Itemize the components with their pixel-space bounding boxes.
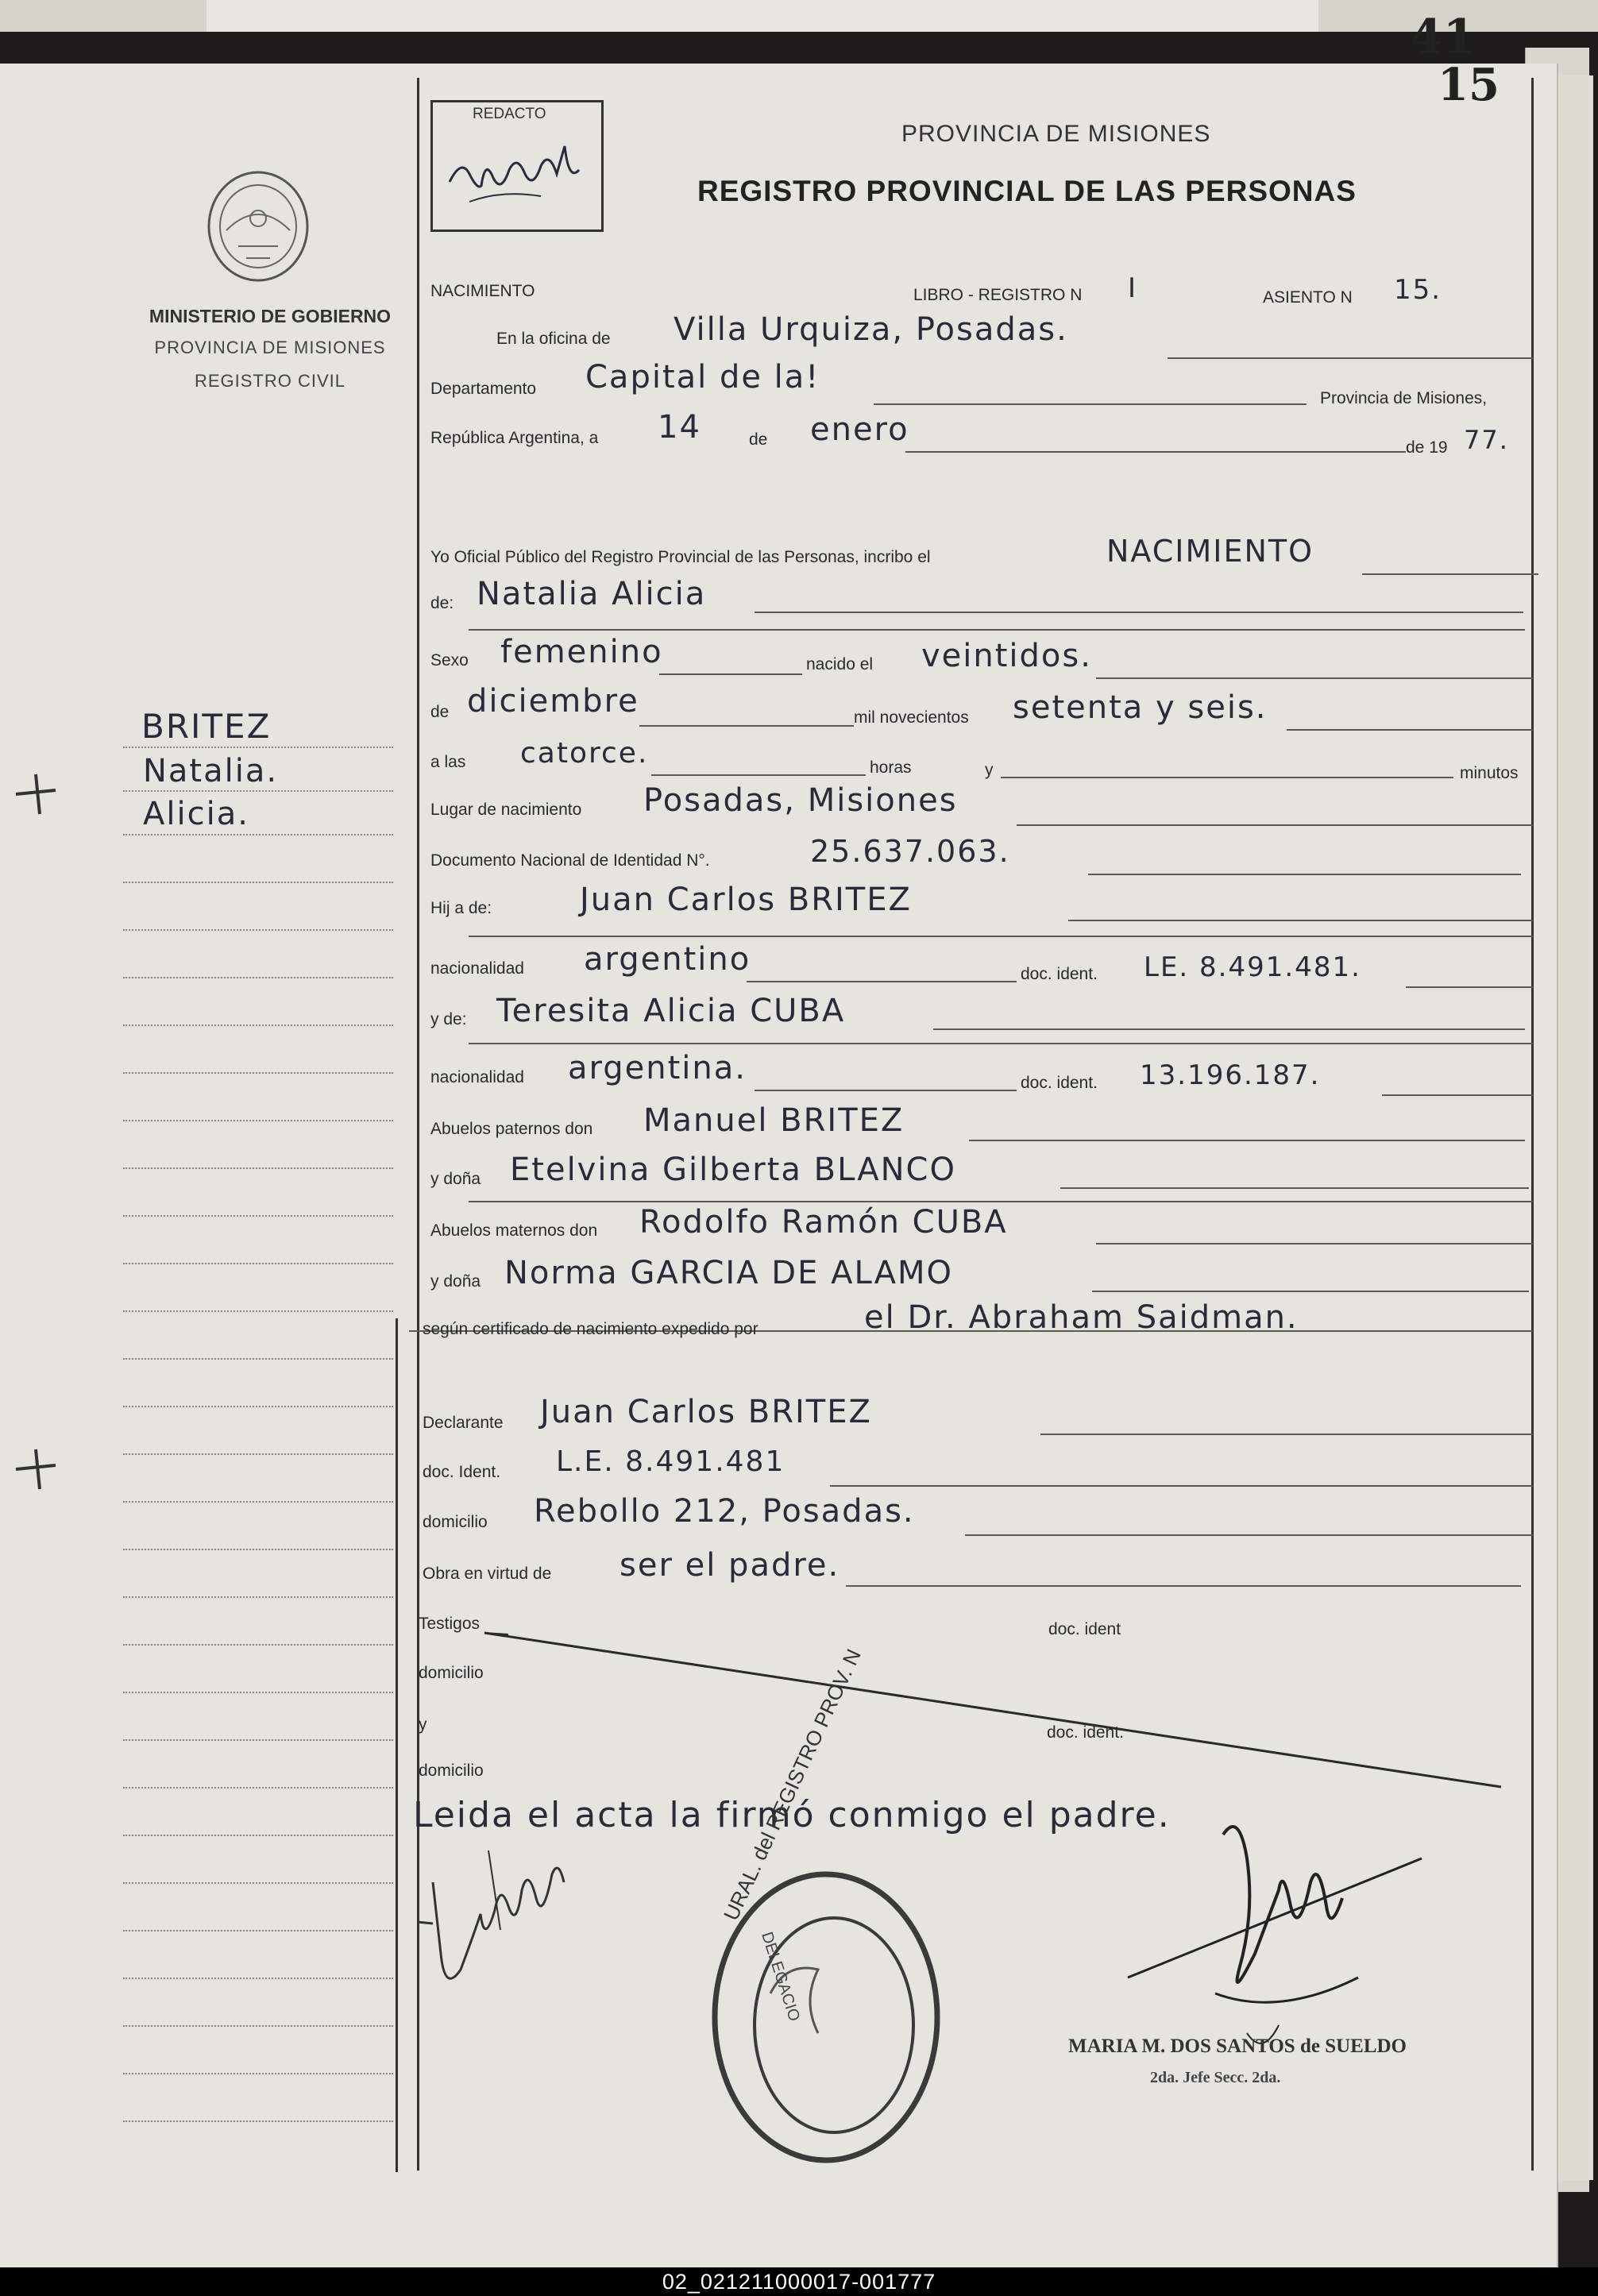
- departamento-line: [874, 403, 1307, 405]
- madre-line: [933, 1028, 1525, 1030]
- abuelo-m-line: [1096, 1243, 1533, 1244]
- name-value: Natalia Alicia: [477, 576, 707, 612]
- obra-line: [846, 1585, 1521, 1587]
- registry-title: REGISTRO PROVINCIAL DE LAS PERSONAS: [697, 175, 1357, 207]
- testigos-domicilio-label-2: domicilio: [419, 1762, 484, 1780]
- anio-line: [1287, 729, 1533, 731]
- padre-value: Juan Carlos BRITEZ: [580, 882, 912, 918]
- testigos-y-label: y: [419, 1715, 427, 1734]
- doc-ident-label-1: doc. ident.: [1021, 965, 1098, 983]
- libro-value: I: [1128, 272, 1138, 304]
- month-value: enero: [810, 411, 909, 448]
- margin-note-middle-name: Alicia.: [143, 796, 249, 832]
- obra-value: ser el padre.: [620, 1547, 840, 1584]
- certificado-value: el Dr. Abraham Saidman.: [864, 1299, 1299, 1336]
- oficina-line: [1168, 357, 1533, 359]
- official-signature: [1120, 1795, 1469, 2073]
- stamp-inner-text: DELEGACIO: [758, 1930, 804, 2024]
- year-value: 77.: [1464, 425, 1509, 455]
- province-title: PROVINCIA DE MISIONES: [901, 121, 1211, 147]
- testigos-cancel-stroke: [413, 1604, 1598, 1795]
- father-signature: [401, 1835, 608, 2017]
- margin-note-surname: BRITEZ: [141, 707, 272, 746]
- minutos-line: [1001, 777, 1453, 778]
- ministry-registry: REGISTRO CIVIL: [194, 371, 346, 391]
- departamento-value: Capital de la!: [585, 359, 820, 396]
- lower-left-frame-rule: [396, 1318, 398, 2172]
- page-number-top: 41: [1410, 10, 1476, 65]
- stamp-ring-text: URAL. del REGISTRO PROV. N: [719, 1645, 866, 1924]
- abuelo-paterno-value: Manuel BRITEZ: [643, 1102, 905, 1139]
- nacimiento-label: NACIMIENTO: [430, 282, 535, 300]
- hija-label: Hij a de:: [430, 899, 492, 917]
- date-line: [905, 451, 1406, 453]
- y-de-label: y de:: [430, 1010, 467, 1028]
- ministry-name: MINISTERIO DE GOBIERNO: [149, 306, 392, 326]
- binding-hole-upper: [8, 770, 71, 818]
- abuelos-maternos-label: Abuelos maternos don: [430, 1221, 598, 1240]
- horas-label: horas: [870, 758, 912, 777]
- horas-line: [651, 774, 866, 776]
- declarante-domicilio-line: [965, 1534, 1533, 1536]
- y-dona-label-2: y doña: [430, 1272, 481, 1291]
- doc-ident-label-2: doc. ident.: [1021, 1074, 1098, 1092]
- departamento-label: Departamento: [430, 380, 537, 398]
- nacido-label: nacido el: [806, 655, 874, 673]
- oficial-text: Yo Oficial Público del Registro Provincial de las Personas, incribo el: [430, 548, 931, 566]
- minutos-label: minutos: [1460, 764, 1519, 782]
- provincia-suffix: Provincia de Misiones,: [1320, 389, 1488, 407]
- republica-label: República Argentina, a: [430, 429, 599, 447]
- signatory-name: MARIA M. DOS SANTOS de SUELDO: [1068, 2036, 1407, 2057]
- nac-padre-line: [747, 981, 1017, 982]
- a-las-label: a las: [430, 753, 466, 771]
- asiento-label: ASIENTO N: [1263, 288, 1353, 307]
- coat-of-arms-seal: [203, 167, 314, 286]
- footer-filename: 02_021211000017-001777: [662, 2270, 936, 2294]
- nacido-value: veintidos.: [921, 638, 1092, 674]
- declarante-domicilio-label: domicilio: [423, 1513, 488, 1531]
- year-prefix: de 19: [1406, 438, 1448, 457]
- testigos-doc-label: doc. ident: [1048, 1620, 1121, 1638]
- abuela-materna-value: Norma GARCIA DE ALAMO: [504, 1255, 954, 1291]
- signatory-title: 2da. Jefe Secc. 2da.: [1150, 2069, 1281, 2086]
- oficina-label: En la oficina de: [496, 330, 611, 348]
- lugar-line: [1017, 824, 1533, 826]
- dni-label: Documento Nacional de Identidad N°.: [430, 851, 710, 870]
- oficina-value: Villa Urquiza, Posadas.: [674, 311, 1068, 348]
- mes-label: de: [430, 703, 450, 721]
- oficial-line: [1362, 573, 1538, 575]
- obra-label: Obra en virtud de: [423, 1565, 552, 1583]
- page-number-bottom: 15: [1438, 59, 1500, 111]
- abuelo-materno-value: Rodolfo Ramón CUBA: [639, 1204, 1008, 1241]
- binding-hole-lower: [8, 1445, 71, 1493]
- declarante-value: Juan Carlos BRITEZ: [540, 1394, 872, 1430]
- testigos-doc-label-2: doc. ident.: [1047, 1723, 1124, 1742]
- abuelo-p-line: [969, 1140, 1525, 1141]
- testigos-label: Testigos: [419, 1615, 481, 1633]
- declarante-line: [1040, 1434, 1533, 1435]
- redacto-box: [430, 100, 604, 232]
- declarante-domicilio-value: Rebollo 212, Posadas.: [534, 1493, 915, 1530]
- abuela-paterna-value: Etelvina Gilberta BLANCO: [510, 1152, 956, 1188]
- declarante-label: Declarante: [423, 1414, 504, 1432]
- y-dona-label-1: y doña: [430, 1170, 481, 1188]
- name-label: de:: [430, 594, 454, 612]
- margin-note-first-name: Natalia.: [143, 753, 279, 789]
- declarante-doc-line: [830, 1485, 1533, 1487]
- sexo-line: [659, 673, 802, 675]
- horas-value: catorce.: [520, 737, 649, 770]
- dni-line: [1088, 874, 1521, 875]
- nacido-line: [1096, 677, 1533, 679]
- testigos-domicilio-label: domicilio: [419, 1664, 484, 1682]
- certificado-label: según certificado de nacimiento expedido por: [423, 1320, 758, 1338]
- nacionalidad-padre-value: argentino: [584, 941, 751, 978]
- abuela-p-line: [1060, 1187, 1529, 1189]
- dni-value: 25.637.063.: [810, 834, 1010, 869]
- oficial-value: NACIMIENTO: [1106, 534, 1314, 569]
- lugar-value: Posadas, Misiones: [643, 782, 958, 819]
- mes-value: diciembre: [467, 683, 639, 720]
- redacto-label: REDACTO: [473, 106, 546, 122]
- padre-line: [1068, 920, 1533, 921]
- anio-value: setenta y seis.: [1013, 689, 1268, 726]
- nacionalidad-label-1: nacionalidad: [430, 959, 524, 978]
- y-label: y: [985, 761, 994, 779]
- sexo-value: femenino: [500, 634, 663, 670]
- name-line-2: [469, 629, 1525, 631]
- asiento-value: 15.: [1394, 274, 1442, 306]
- right-frame-rule: [1531, 78, 1534, 2171]
- sexo-label: Sexo: [430, 651, 469, 670]
- de-label: de: [749, 430, 768, 449]
- lugar-label: Lugar de nacimiento: [430, 801, 582, 819]
- padre-line-2: [469, 936, 1533, 937]
- mil-label: mil novecientos: [854, 708, 969, 727]
- redacto-initials-signature: [438, 126, 596, 222]
- doc-madre-line: [1382, 1094, 1533, 1096]
- abuela-m-line: [1092, 1291, 1529, 1292]
- nacionalidad-madre-value: argentina.: [568, 1050, 747, 1086]
- register-page: [0, 10, 1558, 2267]
- nacionalidad-label-2: nacionalidad: [430, 1068, 524, 1086]
- closing-statement: Leida el acta la firmó conmigo el padre.: [413, 1795, 1171, 1835]
- madre-value: Teresita Alicia CUBA: [496, 993, 846, 1029]
- nac-madre-line: [755, 1090, 1017, 1091]
- abuelos-paternos-label: Abuelos paternos don: [430, 1120, 593, 1138]
- doc-padre-value: LE. 8.491.481.: [1144, 951, 1361, 983]
- doc-padre-line: [1406, 986, 1533, 988]
- libro-label: LIBRO - REGISTRO N: [913, 286, 1083, 304]
- madre-line-2: [469, 1043, 1533, 1044]
- doc-madre-value: 13.196.187.: [1140, 1059, 1321, 1091]
- abuela-p-line-2: [469, 1201, 1533, 1202]
- declarante-doc-label: doc. Ident.: [423, 1463, 501, 1481]
- name-line: [755, 612, 1523, 613]
- ministry-province: PROVINCIA DE MISIONES: [154, 338, 386, 357]
- declarante-doc-value: L.E. 8.491.481: [556, 1445, 785, 1478]
- mes-line: [639, 725, 854, 727]
- day-value: 14: [658, 409, 701, 446]
- previous-page-edge: [207, 0, 1318, 32]
